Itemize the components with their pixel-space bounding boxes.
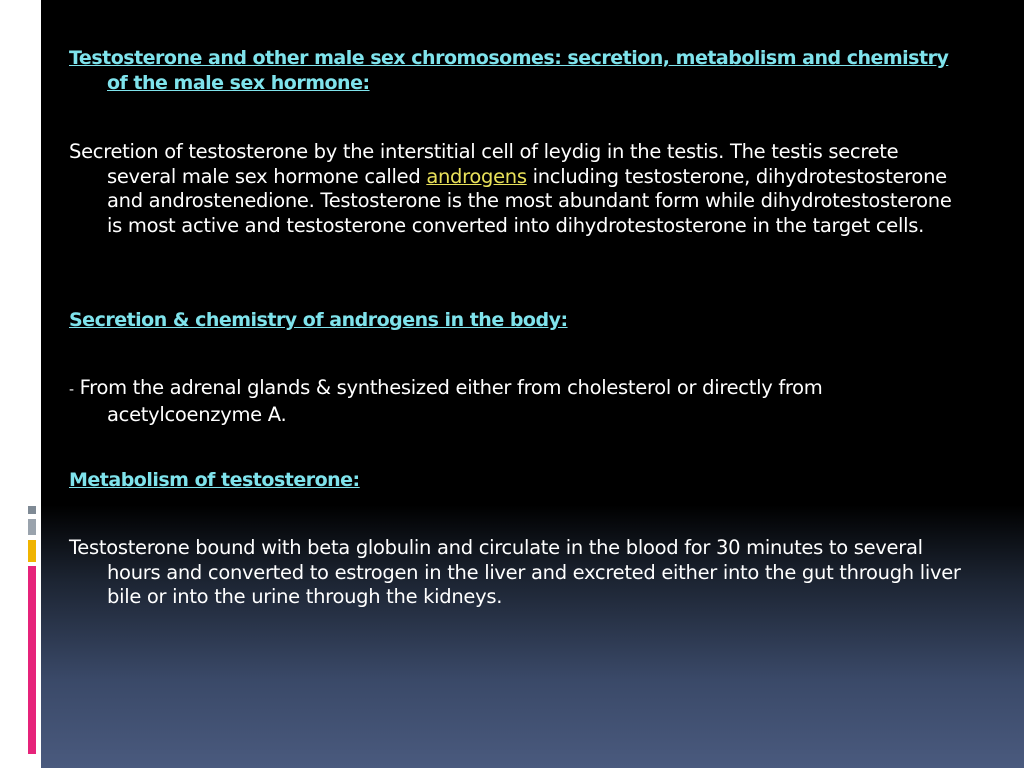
- body-paragraph-secretion: [69, 140, 969, 238]
- androgens-link[interactable]: androgens: [426, 164, 527, 188]
- body1-text-end: including testosterone, dihydrotestosterone and androstenedione. Testosterone is the most abundant form while dihydrotestosterone is most active and testosterone converted into dihydrotestosterone in the target cells.: [107, 164, 952, 237]
- heading-metabolism: Metabolism of testosterone:: [69, 469, 360, 491]
- accent-bar-gold: [28, 540, 36, 562]
- bullet-dash: -: [69, 382, 74, 398]
- body2-text: From the adrenal glands & synthesized either from cholesterol or directly from acetylcoenzyme A.: [73, 376, 823, 426]
- accent-bar-gray: [28, 506, 36, 514]
- accent-bar-pink: [28, 566, 36, 754]
- accent-bar-gray-2: [28, 519, 36, 535]
- heading-secretion-chemistry: Secretion & chemistry of androgens in the body:: [69, 309, 568, 331]
- body-paragraph-metabolism: Testosterone bound with beta globulin and circulate in the blood for 30 minutes to several hours and converted to estrogen in the liver and excreted either into the gut through liver bile or into the urine through the kidneys.: [69, 536, 961, 608]
- body-paragraph-adrenal: [69, 376, 969, 427]
- slide-title: Testosterone and other male sex chromosomes: secretion, metabolism and chemistry of the male sex hormone:: [69, 47, 949, 94]
- body1-text-start: Secretion of testosterone by the interstitial cell of leydig in the testis. The testis secrete several male sex hormone called: [69, 140, 899, 188]
